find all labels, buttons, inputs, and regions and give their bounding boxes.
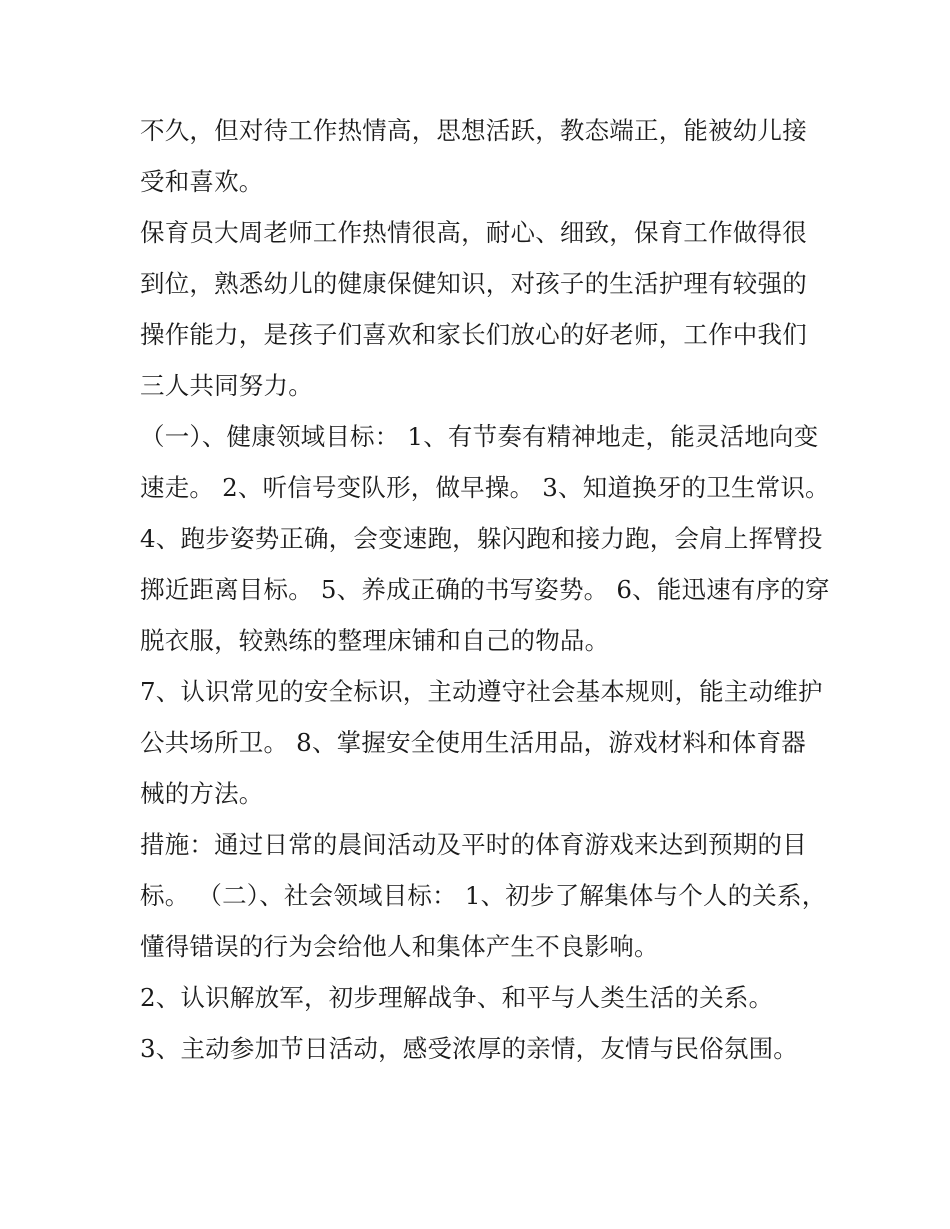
paragraph-health-goals-1: （一）、健康领域目标： 1、有节奏有精神地走，能灵活地向变速走。 2、听信号变队形，做早操。 3、知道换牙的卫生常识。	[140, 422, 830, 502]
paragraph-measures-social-goals: 措施：通过日常的晨间活动及平时的体育游戏来达到预期的目标。 （二）、社会领域目标： 1、初步了解集体与个人的关系，懂得错误的行为会给他人和集体产生不良影响。	[140, 830, 827, 961]
paragraph-caregiver: 保育员大周老师工作热情很高，耐心、细致，保育工作做得很到位，熟悉幼儿的健康保健知识，对孩子的生活护理有较强的操作能力，是孩子们喜欢和家长们放心的好老师，工作中我们三人共同努力。	[140, 218, 807, 400]
paragraph-social-goal-3: 3、主动参加节日活动，感受浓厚的亲情，友情与民俗氛围。	[140, 1034, 798, 1063]
paragraph-teacher-intro: 不久，但对待工作热情高，思想活跃，教态端正，能被幼儿接受和喜欢。	[140, 116, 807, 196]
paragraph-health-goals-2: 4、跑步姿势正确，会变速跑，躲闪跑和接力跑，会肩上挥臂投掷近距离目标。 5、养成正确的书写姿势。 6、能迅速有序的穿脱衣服，较熟练的整理床铺和自己的物品。	[140, 524, 830, 655]
paragraph-health-goals-3: 7、认识常见的安全标识，主动遵守社会基本规则，能主动维护公共场所卫。 8、掌握安全使用生活用品，游戏材料和体育器械的方法。	[140, 677, 823, 808]
paragraph-social-goal-2: 2、认识解放军，初步理解战争、和平与人类生活的关系。	[140, 983, 774, 1012]
document-body	[140, 105, 830, 1074]
